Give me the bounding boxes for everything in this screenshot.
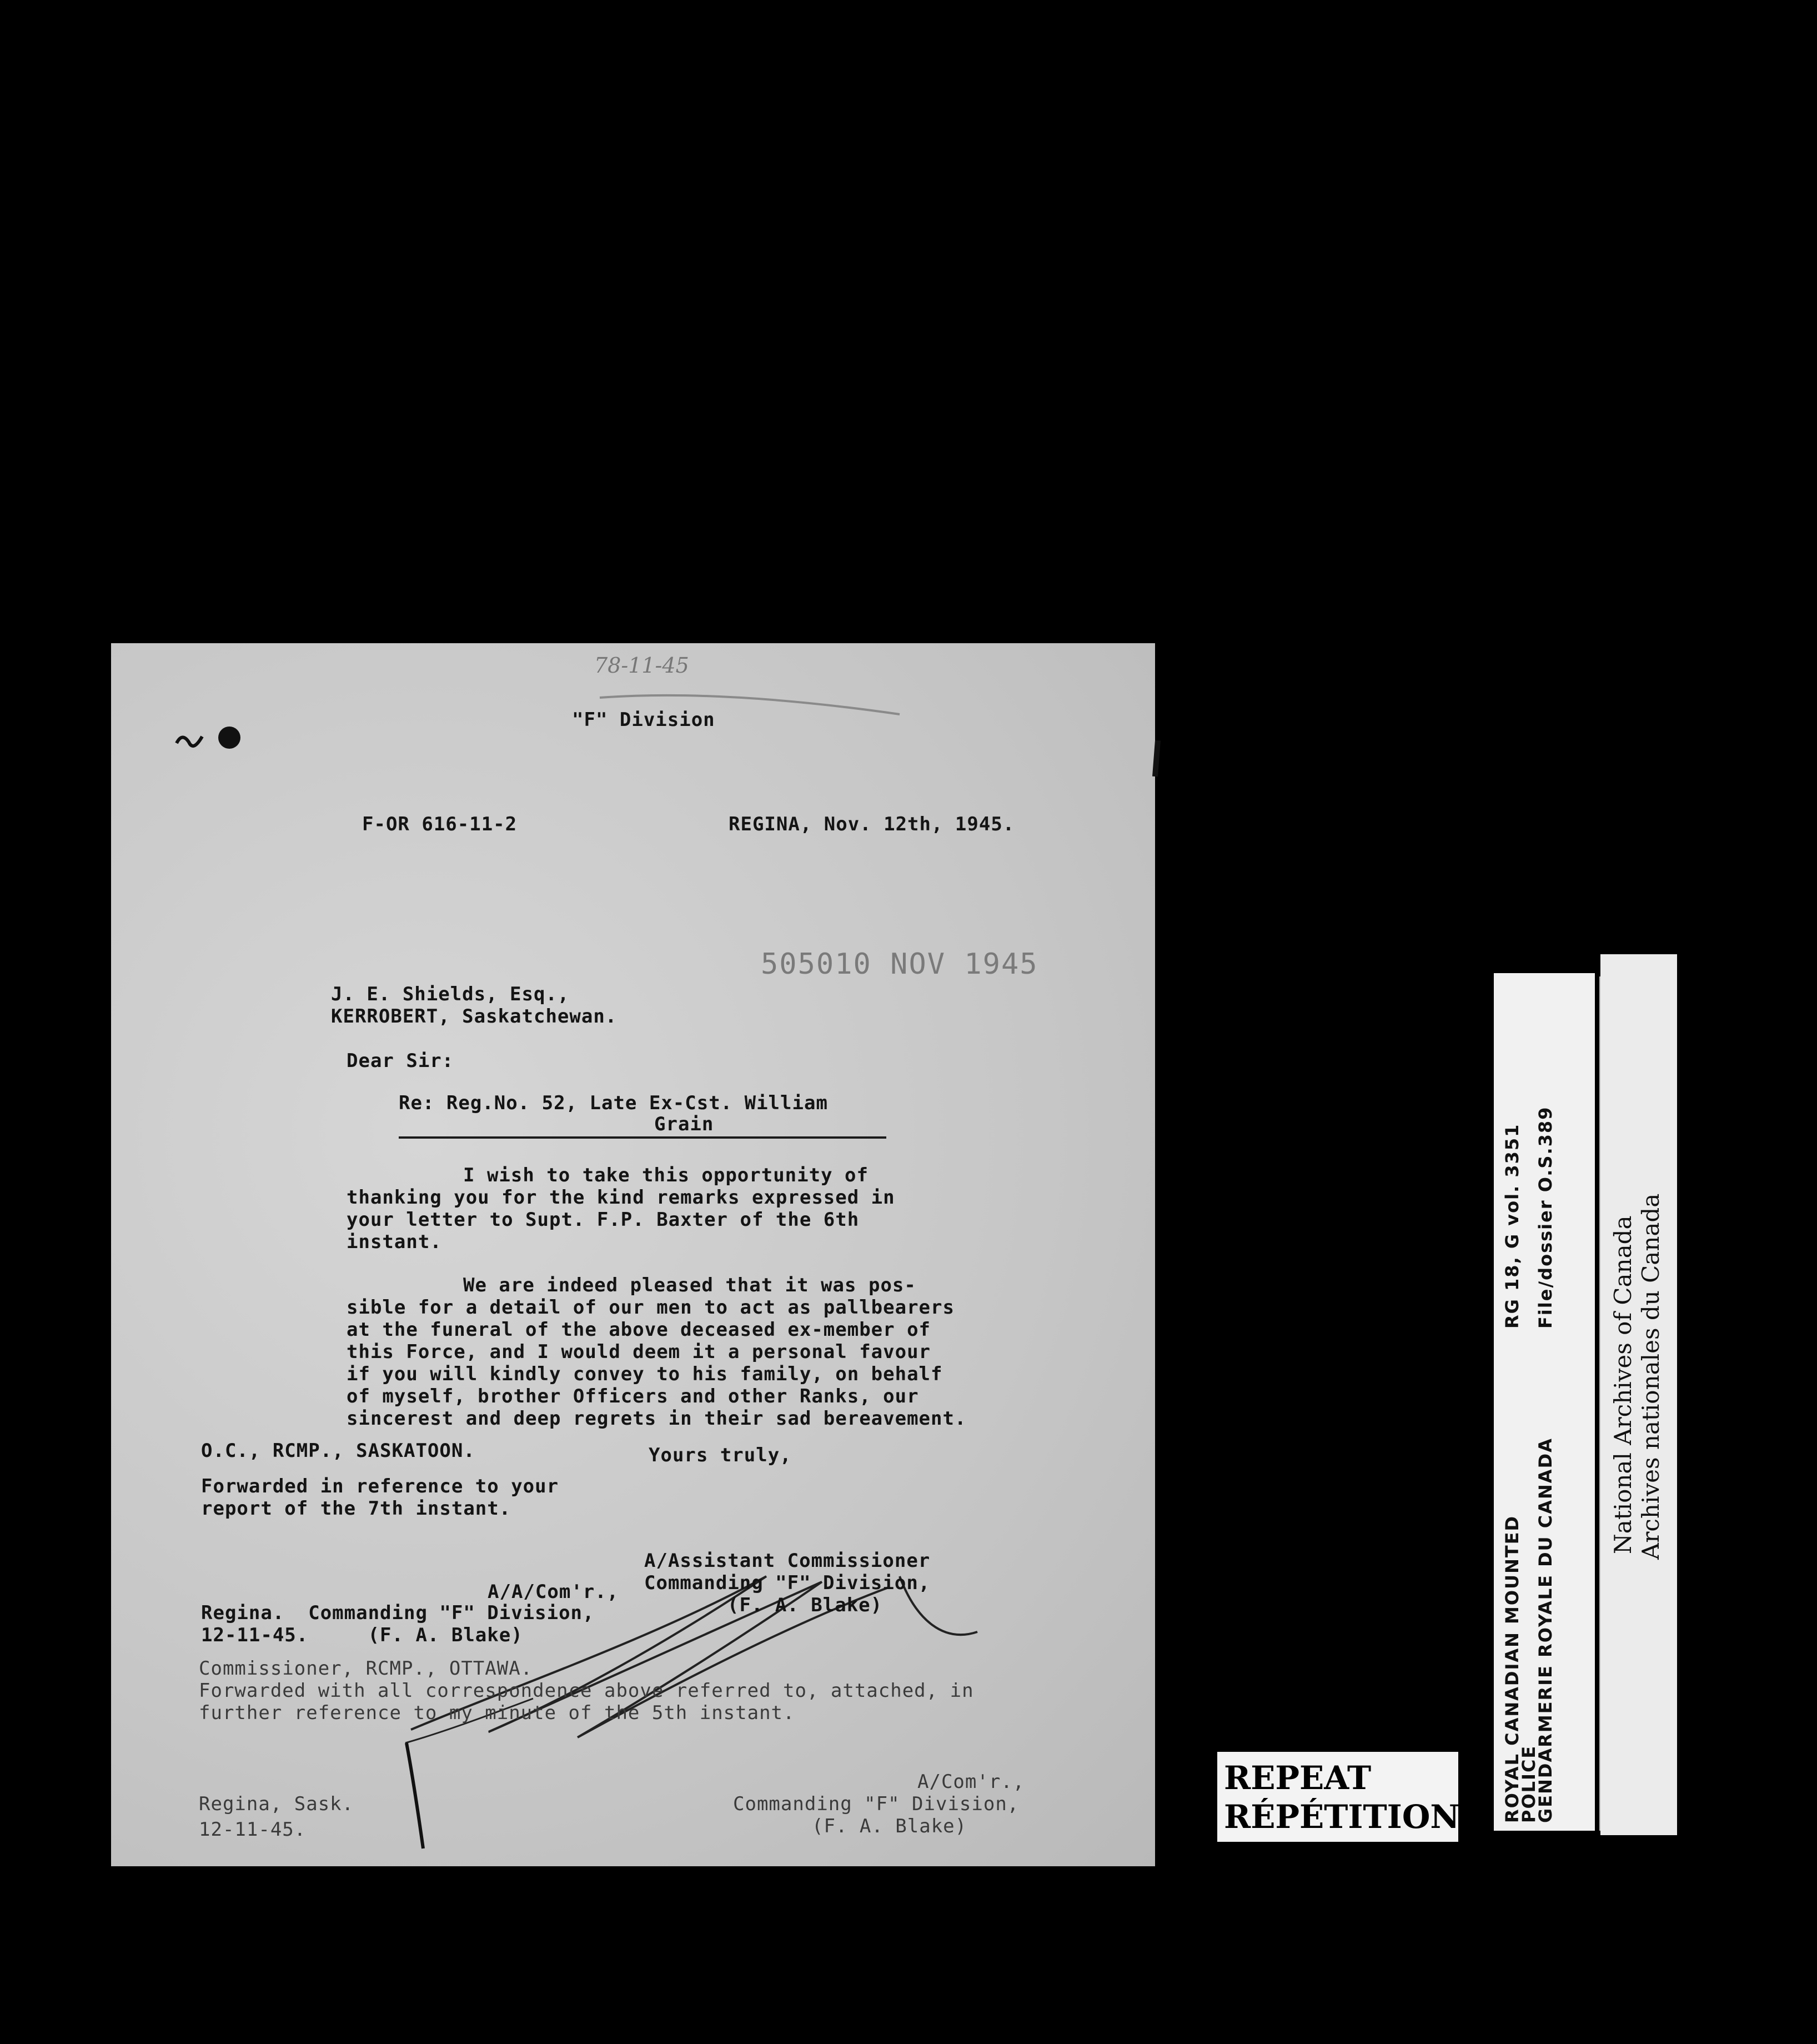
minute-text: report of the 7th instant. [201,1497,511,1520]
subject-line: Grain [654,1113,714,1135]
signature-block: A/Assistant Commissioner [644,1550,931,1572]
minute-text: Forwarded in reference to your [201,1475,559,1497]
second-minute-text: further reference to my minute of the 5th instant. [199,1702,795,1724]
addressee-line: KERROBERT, Saskatchewan. [331,1005,618,1028]
second-minute-signature: (F. A. Blake) [812,1815,967,1837]
second-minute-signature: A/Com'r., [917,1771,1025,1793]
paragraph-line: if you will kindly convey to his family, on behalf [347,1363,943,1385]
second-minute-recipient: Commissioner, RCMP., OTTAWA. [199,1657,533,1680]
paragraph-line: We are indeed pleased that it was pos- [463,1274,916,1296]
file-number: File/dossier O.S.389 [1535,1106,1556,1329]
subject-underline [399,1136,886,1139]
paragraph-line: sincerest and deep regrets in their sad bereavement. [347,1407,967,1430]
archive-reference-strip [1494,973,1595,1831]
division-heading: "F" Division [572,709,715,731]
paragraph-line: this Force, and I would deem it a personal favour [347,1341,931,1363]
file-reference: F-OR 616-11-2 [362,813,518,835]
paragraph-line: I wish to take this opportunity of [463,1164,869,1186]
second-minute-place: Regina, Sask. [199,1793,354,1815]
paragraph-line: of myself, brother Officers and other Ranks, our [347,1385,919,1407]
repeat-label-en: REPEAT [1224,1759,1372,1797]
minute-signature: Regina. Commanding "F" Division, [201,1602,595,1624]
signature-block: (F. A. Blake) [727,1594,883,1616]
paragraph-line: sible for a detail of our men to act as pallbearers [347,1296,955,1319]
minute-signature: A/A/Com'r., [488,1581,619,1603]
minute-signature: 12-11-45. (F. A. Blake) [201,1624,523,1646]
archives-name-fr: Archives nationales du Canada [1637,1193,1664,1560]
signature-block: Commanding "F" Division, [644,1572,931,1594]
agency-name: ROYAL CANADIAN MOUNTED [1502,1515,1523,1823]
paragraph-line: your letter to Supt. F.P. Baxter of the 6th [347,1209,860,1231]
paragraph-line: at the funeral of the above deceased ex-member of [347,1319,931,1341]
place-date: REGINA, Nov. 12th, 1945. [729,813,1015,835]
second-minute-date: 12-11-45. [199,1818,307,1841]
minute-recipient: O.C., RCMP., SASKATOON. [201,1440,475,1462]
closing: Yours truly, [649,1444,792,1466]
record-group: RG 18, G vol. 3351 [1502,1123,1523,1329]
subject-line: Re: Reg.No. 52, Late Ex-Cst. William [399,1092,828,1114]
repeat-label-fr: RÉPÉTITION [1224,1798,1460,1836]
second-minute-text: Forwarded with all correspondence above referred to, attached, in [199,1680,974,1702]
addressee-line: J. E. Shields, Esq., [331,983,570,1005]
agency-name: GENDARMERIE ROYALE DU CANADA [1535,1437,1556,1823]
repeat-target [1217,1752,1458,1842]
salutation: Dear Sir: [347,1050,454,1072]
paragraph-line: instant. [347,1231,442,1253]
pencil-note: 78-11-45 [594,653,689,678]
letter-page [111,643,1155,1866]
archives-label-strip [1600,954,1677,1835]
agency-name: POLICE [1518,1745,1539,1823]
archives-name-en: National Archives of Canada [1609,1215,1637,1554]
second-minute-signature: Commanding "F" Division, [733,1793,1020,1815]
paragraph-line: thanking you for the kind remarks expressed in [347,1186,895,1209]
received-stamp: 505010 NOV 1945 [761,948,1038,981]
